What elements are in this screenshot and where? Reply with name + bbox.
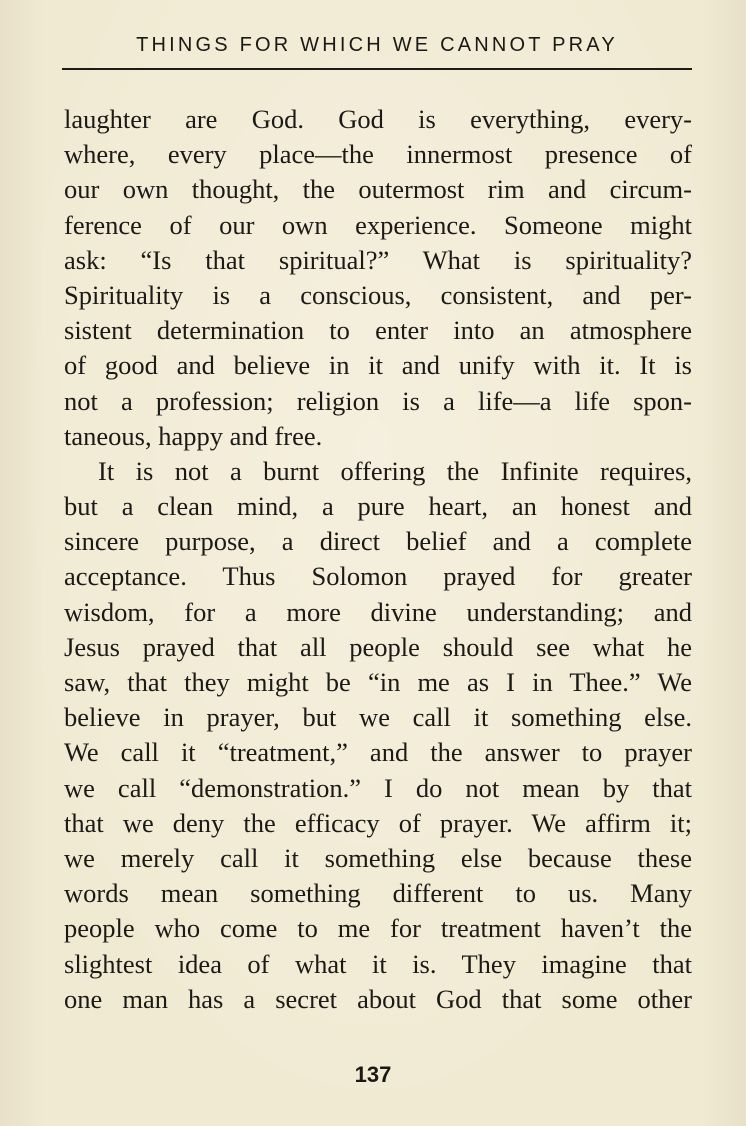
text-line: saw, that they might be “in me as I in Thee.” We [64,667,692,697]
text-line: we call “demonstration.” I do not mean by that [64,772,692,803]
header-rule [62,68,692,70]
text-line: of good and believe in it and unify with it. It is [64,350,692,381]
text-line: one man has a secret about God that some other [64,983,692,1014]
text-line: believe in prayer, but we call it something else. [64,702,692,733]
text-line: Jesus prayed that all people should see what he [64,631,692,662]
page-number: 137 [354,1062,392,1087]
running-head: THINGS FOR WHICH WE CANNOT PRAY [136,34,618,56]
text-line: ask: “Is that spiritual?” What is spirituality? [64,244,692,275]
text-line: Spirituality is a conscious, consistent, and per- [64,279,692,310]
text-line: slightest idea of what it is. They imagine that [64,948,692,979]
text-line: We call it “treatment,” and the answer to prayer [64,737,692,768]
text-line: laughter are God. God is everything, every- [64,104,692,134]
body-text [64,102,692,1017]
text-line: acceptance. Thus Solomon prayed for greater [64,561,692,592]
text-line: taneous, happy and free. [64,420,323,451]
text-line: sincere purpose, a direct belief and a complete [64,526,692,557]
text-line: our own thought, the outermost rim and circum- [64,174,692,205]
text-line: ference of our own experience. Someone might [64,209,692,240]
text-line: not a profession; religion is a life—a life spon- [64,385,692,416]
text-line: It is not a burnt offering the Infinite requires, [98,455,692,486]
text-line: words mean something different to us. Many [64,878,692,909]
paragraph-1 [64,102,692,454]
text-line: that we deny the efficacy of prayer. We affirm it; [64,807,692,838]
paragraph-2 [64,454,692,1017]
text-line: people who come to me for treatment haven’t the [64,913,692,944]
text-line: we merely call it something else because these [64,842,692,873]
text-line: sistent determination to enter into an atmosphere [64,315,692,346]
text-line: wisdom, for a more divine understanding; and [64,596,692,627]
text-line: where, every place—the innermost presence of [64,139,692,170]
text-line: but a clean mind, a pure heart, an honest and [64,491,692,522]
